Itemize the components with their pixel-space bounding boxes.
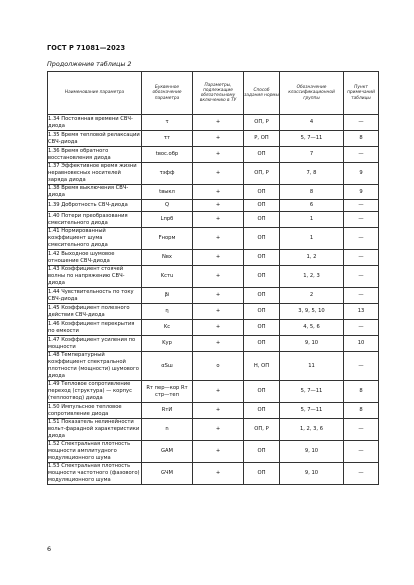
note-cell: 13	[344, 304, 379, 320]
symbol-cell: Fнорм	[142, 228, 193, 250]
table-header-row	[48, 72, 379, 115]
param-name-cell: 1.52 Спектральная плотность мощности амплитудного модуляционного шума	[48, 441, 142, 463]
table-row	[48, 147, 379, 163]
param-name-cell: 1.47 Коэффициент усиления по мощности	[48, 336, 142, 352]
table-row	[48, 212, 379, 228]
note-cell: —	[344, 266, 379, 288]
tu-inclusion-cell: +	[193, 115, 244, 131]
symbol-cell: Q	[142, 200, 193, 212]
symbol-cell: GАМ	[142, 441, 193, 463]
param-name-cell: 1.53 Спектральная плотность мощности частотного (фазового) модуляционного шума	[48, 463, 140, 483]
class-group-cell: 1	[280, 228, 344, 250]
tu-inclusion-cell: +	[193, 212, 244, 228]
tu-inclusion-cell: +	[193, 403, 244, 419]
class-group-cell: 11	[280, 352, 344, 381]
norm-method-cell: ОП	[244, 288, 280, 304]
param-name-cell: 1.38 Время выключения СВЧ-диода	[48, 185, 142, 200]
class-group-cell: 9, 10	[280, 441, 344, 463]
table-row	[48, 381, 379, 403]
symbol-cell: τ	[142, 115, 193, 131]
tu-inclusion-cell: +	[193, 250, 244, 266]
class-group-cell: 1	[280, 212, 344, 228]
symbol-cell: τт	[142, 131, 193, 147]
param-name-cell: 1.41 Нормированный коэффициент шума смесительного диода	[48, 228, 142, 250]
symbol-cell: τэфф	[142, 163, 193, 185]
column-header: Наименование параметра	[48, 72, 142, 115]
norm-method-cell: ОП	[244, 266, 280, 288]
table-row	[48, 228, 379, 250]
class-group-cell: 7, 8	[280, 163, 344, 185]
symbol-cell: Lпрб	[142, 212, 193, 228]
param-name-cell: 1.43 Коэффициент стоячей волны по напряжению СВЧ-диода	[48, 266, 142, 288]
tu-inclusion-cell: +	[193, 147, 244, 163]
norm-method-cell: ОП	[244, 228, 280, 250]
note-cell: —	[344, 441, 379, 463]
symbol-cell: tвос.обр	[142, 147, 193, 163]
symbol-cell: Rт пер—кор Rт стр—теп	[142, 381, 193, 403]
column-header: Буквенное обозначение параметра	[142, 72, 193, 115]
note-cell: 9	[344, 163, 379, 185]
tu-inclusion-cell: o	[193, 352, 244, 381]
symbol-cell: RтИ	[142, 403, 193, 419]
note-cell: —	[344, 463, 379, 485]
param-name-cell: 1.34 Постоянная времени СВЧ-диода	[48, 115, 142, 131]
norm-method-cell: ОП	[244, 200, 280, 212]
table-row	[48, 115, 379, 131]
table-row	[48, 131, 379, 147]
table-row	[48, 185, 379, 200]
note-cell: —	[344, 288, 379, 304]
norm-method-cell: ОП	[244, 212, 280, 228]
norm-method-cell: ОП, Р	[244, 115, 280, 131]
param-name-cell: 1.40 Потери преобразования смесительного диода	[48, 212, 142, 228]
document-header: ГОСТ Р 71081—2023	[47, 44, 126, 52]
table-row	[48, 266, 379, 288]
tu-inclusion-cell: +	[193, 185, 244, 200]
norm-method-cell: Р, ОП	[244, 131, 280, 147]
param-name-cell: 1.51 Показатель нелинейности вольт-фарадной характеристики диода	[48, 419, 142, 441]
parameters-table	[47, 71, 379, 485]
norm-method-cell: ОП	[244, 250, 280, 266]
tu-inclusion-cell: +	[193, 463, 244, 485]
symbol-cell: n	[142, 419, 193, 441]
symbol-cell: Kс	[142, 320, 193, 336]
table-row	[48, 288, 379, 304]
tu-inclusion-cell: +	[193, 228, 244, 250]
class-group-cell: 9, 10	[280, 336, 344, 352]
note-cell: —	[344, 212, 379, 228]
tu-inclusion-cell: +	[193, 200, 244, 212]
param-name-cell: 1.37 Эффективное время жизни неравновесных носителей заряда диода	[48, 163, 142, 185]
norm-method-cell: ОП	[244, 185, 280, 200]
norm-method-cell: ОП	[244, 463, 280, 485]
class-group-cell: 8	[280, 185, 344, 200]
norm-method-cell: ОП	[244, 381, 280, 403]
class-group-cell: 6	[280, 200, 344, 212]
table-row	[48, 320, 379, 336]
note-cell: 8	[344, 381, 379, 403]
class-group-cell: 4, 5, 6	[280, 320, 344, 336]
tu-inclusion-cell: +	[193, 441, 244, 463]
table-row	[48, 419, 379, 441]
class-group-cell: 4	[280, 115, 344, 131]
norm-method-cell: ОП	[244, 441, 280, 463]
tu-inclusion-cell: +	[193, 419, 244, 441]
table-caption: Продолжение таблицы 2	[47, 60, 132, 68]
param-name-cell: 1.39 Добротность СВЧ-диода	[48, 200, 142, 212]
tu-inclusion-cell: +	[193, 336, 244, 352]
norm-method-cell: ОП	[244, 403, 280, 419]
page-number: 6	[47, 545, 52, 553]
norm-method-cell: ОП	[244, 147, 280, 163]
param-name-cell: 1.50 Импульсное тепловое сопротивление диода	[48, 403, 142, 419]
symbol-cell: GЧМ	[142, 463, 193, 485]
note-cell: —	[344, 250, 379, 266]
param-name-cell: 1.35 Время тепловой релаксации СВЧ-диода	[48, 131, 140, 145]
note-cell: —	[344, 352, 379, 381]
column-header: Пункт примечаний таблицы	[344, 72, 379, 115]
class-group-cell: 5, 7—11	[280, 381, 344, 403]
param-name-cell: 1.48 Температурный коэффициент спектральной плотности (мощности) шумового диода	[48, 352, 142, 381]
norm-method-cell: ОП	[244, 320, 280, 336]
class-group-cell: 1, 2	[280, 250, 344, 266]
class-group-cell: 2	[280, 288, 344, 304]
tu-inclusion-cell: +	[193, 266, 244, 288]
note-cell: 8	[344, 131, 379, 147]
class-group-cell: 9, 10	[280, 463, 344, 485]
symbol-cell: Kур	[142, 336, 193, 352]
tu-inclusion-cell: +	[193, 131, 244, 147]
symbol-cell: η	[142, 304, 193, 320]
symbol-cell: βi	[142, 288, 193, 304]
param-name-cell: 1.49 Тепловое сопротивление переход (структура) — корпус (теплоотвод) диода	[48, 381, 142, 403]
class-group-cell: 1, 2, 3	[280, 266, 344, 288]
class-group-cell: 5, 7—11	[280, 131, 344, 147]
param-name-cell: 1.44 Чувствительность по току СВЧ-диода	[48, 288, 142, 304]
table-row	[48, 403, 379, 419]
class-group-cell: 5, 7—11	[280, 403, 344, 419]
norm-method-cell: Н, ОП	[244, 352, 280, 381]
class-group-cell: 3, 9, 5, 10	[280, 304, 344, 320]
norm-method-cell: ОП, Р	[244, 163, 280, 185]
tu-inclusion-cell: +	[193, 288, 244, 304]
symbol-cell: Nвх	[142, 250, 193, 266]
note-cell: 10	[344, 336, 379, 352]
norm-method-cell: ОП, Р	[244, 419, 280, 441]
column-header: Способ задания нормы	[244, 72, 280, 115]
param-name-cell: 1.36 Время обратного восстановления диода	[48, 147, 142, 163]
note-cell: —	[344, 320, 379, 336]
table-row	[48, 336, 379, 352]
tu-inclusion-cell: +	[193, 163, 244, 185]
symbol-cell: αSш	[142, 352, 193, 381]
column-header: Обозначение классификационной группы	[280, 72, 344, 115]
note-cell: 9	[344, 185, 379, 200]
symbol-cell: Kстu	[142, 266, 193, 288]
note-cell: —	[344, 419, 379, 441]
param-name-cell: 1.46 Коэффициент перекрытия по емкости	[48, 320, 142, 336]
tu-inclusion-cell: +	[193, 381, 244, 403]
tu-inclusion-cell: +	[193, 320, 244, 336]
table-row	[48, 304, 379, 320]
table-row	[48, 441, 379, 463]
norm-method-cell: ОП	[244, 304, 280, 320]
note-cell: —	[344, 115, 379, 131]
column-header: Параметры, подлежащие обязательному включению в ТУ	[193, 72, 244, 115]
table-row	[48, 463, 379, 485]
note-cell: —	[344, 147, 379, 163]
param-name-cell: 1.45 Коэффициент полезного действия СВЧ-диода	[48, 304, 142, 320]
table-row	[48, 352, 379, 381]
class-group-cell: 1, 2, 3, 6	[280, 419, 344, 441]
note-cell: —	[344, 228, 379, 250]
symbol-cell: tвыкл	[142, 185, 193, 200]
norm-method-cell: ОП	[244, 336, 280, 352]
table-row	[48, 250, 379, 266]
note-cell: 8	[344, 403, 379, 419]
class-group-cell: 7	[280, 147, 344, 163]
table-row	[48, 163, 379, 185]
note-cell: —	[344, 200, 379, 212]
table-row	[48, 200, 379, 212]
param-name-cell: 1.42 Выходное шумовое отношение СВЧ-диода	[48, 250, 142, 266]
tu-inclusion-cell: +	[193, 304, 244, 320]
